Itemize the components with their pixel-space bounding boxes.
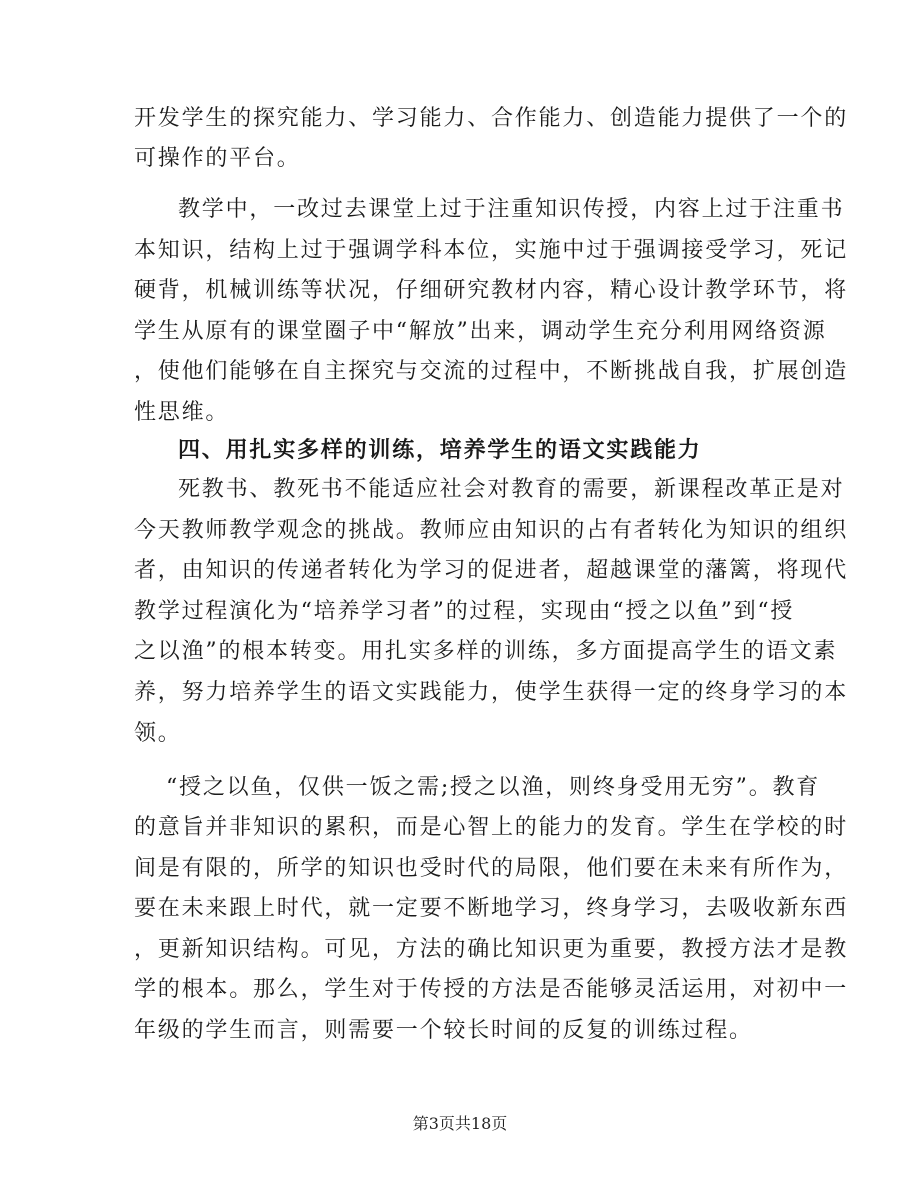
paragraph-line: 学生从原有的课堂圈子中“解放”出来，调动学生充分利用网络资源 bbox=[134, 319, 827, 344]
paragraph-line: 今天教师教学观念的挑战。教师应由知识的占有者转化为知识的组织 bbox=[134, 518, 849, 543]
paragraph-line: 性思维。 bbox=[134, 400, 230, 425]
paragraph-line: 本知识，结构上过于强调学科本位，实施中过于强调接受学习，死记 bbox=[134, 238, 849, 263]
paragraph-line: 可操作的平台。 bbox=[134, 146, 301, 171]
paragraph-line: 教学中，一改过去课堂上过于注重知识传授，内容上过于注重书 bbox=[178, 197, 845, 222]
paragraph-line: 者，由知识的传递者转化为学习的促进者，超越课堂的藩篱，将现代 bbox=[134, 558, 849, 583]
paragraph-line: 之以渔”的根本转变。用扎实多样的训练，多方面提高学生的语文素 bbox=[134, 639, 838, 664]
paragraph-line: 学的根本。那么，学生对于传授的方法是否能够灵活运用，对初中一 bbox=[134, 977, 849, 1002]
paragraph-line: 的意旨并非知识的累积，而是心智上的能力的发育。学生在学校的时 bbox=[134, 815, 849, 840]
paragraph-line: 年级的学生而言，则需要一个较长时间的反复的训练过程。 bbox=[134, 1018, 753, 1043]
paragraph-line: 开发学生的探究能力、学习能力、合作能力、创造能力提供了一个的 bbox=[134, 106, 849, 131]
paragraph-line: 教学过程演化为“培养学习者”的过程，实现由“授之以鱼”到“授 bbox=[134, 599, 795, 624]
paragraph-line: 间是有限的，所学的知识也受时代的局限，他们要在未来有所作为， bbox=[134, 856, 849, 881]
paragraph-line: 硬背，机械训练等状况，仔细研究教材内容，精心设计教学环节，将 bbox=[134, 278, 849, 303]
paragraph-line: “授之以鱼，仅供一饭之需;授之以渔，则终身受用无穷”。教育 bbox=[166, 775, 821, 800]
section-heading: 四、用扎实多样的训练，培养学生的语文实践能力 bbox=[178, 437, 702, 463]
paragraph-line: 要在未来跟上时代，就一定要不断地学习，终身学习，去吸收新东西 bbox=[134, 896, 849, 921]
paragraph-line: ，使他们能够在自主探究与交流的过程中，不断挑战自我，扩展创造 bbox=[134, 359, 849, 384]
paragraph-line: 死教书、教死书不能适应社会对教育的需要，新课程改革正是对 bbox=[178, 477, 845, 502]
paragraph-line: ，更新知识结构。可见，方法的确比知识更为重要，教授方法才是教 bbox=[134, 937, 849, 962]
paragraph-line: 领。 bbox=[134, 721, 182, 746]
page-number-footer: 第3页共18页 bbox=[412, 1114, 508, 1133]
paragraph-line: 养，努力培养学生的语文实践能力，使学生获得一定的终身学习的本 bbox=[134, 680, 849, 705]
